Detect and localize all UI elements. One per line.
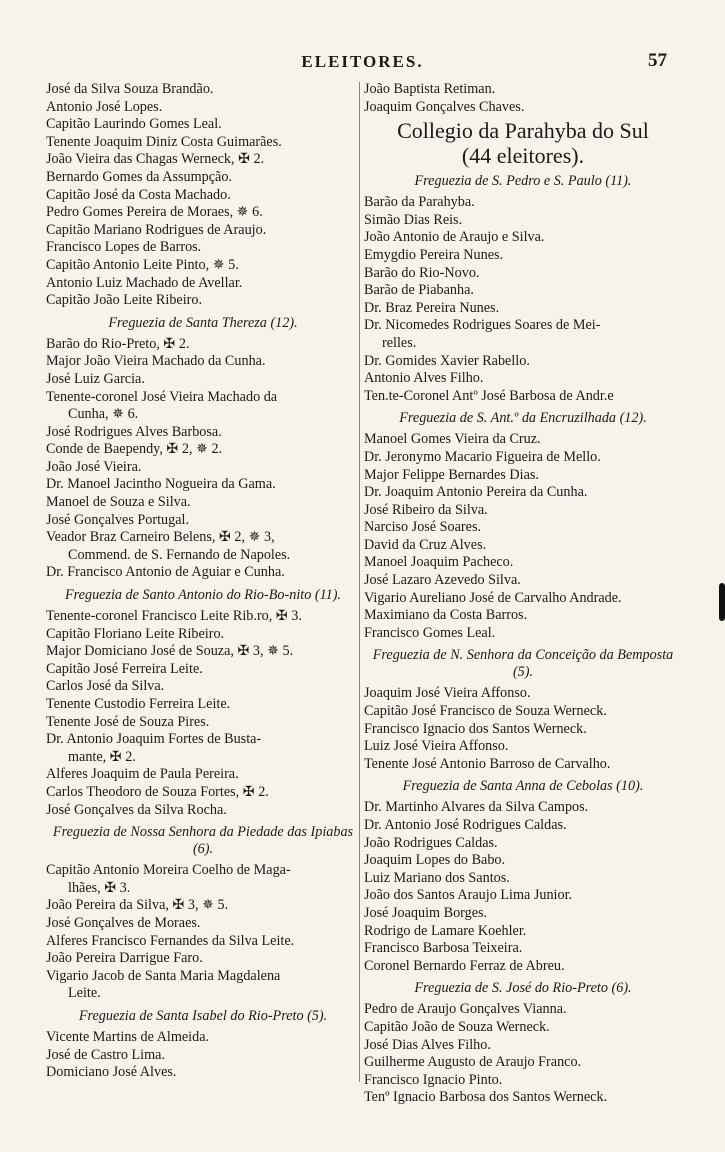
elector-entry: José Ribeiro da Silva. (364, 501, 488, 518)
elector-entry: José Gonçalves Portugal. (46, 511, 190, 528)
column-divider (359, 82, 360, 1082)
parish-heading: Freguezia de S. Ant.º da Encruzilhada (12). (399, 410, 647, 427)
elector-entry: Capitão José da Costa Machado. (46, 186, 231, 203)
elector-entry: Francisco Ignacio Pinto. (364, 1071, 503, 1088)
elector-entry: Manoel de Souza e Silva. (46, 494, 191, 511)
elector-entry-continuation: Commend. de S. Fernando de Napoles. (68, 546, 291, 563)
elector-entry: José Gonçalves de Moraes. (46, 914, 201, 931)
parish-heading: Freguezia de Santa Thereza (12). (108, 314, 298, 331)
scan-edge-mark (719, 583, 725, 621)
page-number: 57 (648, 50, 667, 71)
elector-entry: Guilherme Augusto de Araujo Franco. (364, 1054, 582, 1071)
elector-entry: Tenente Joaquim Diniz Costa Guimarães. (46, 133, 282, 150)
elector-entry: Barão da Parahyba. (364, 194, 475, 211)
elector-entry: Joaquim Lopes do Babo. (364, 852, 506, 869)
elector-entry: Tenente-coronel Francisco Leite Rib.ro, ✠ 3. (46, 608, 302, 625)
elector-entry: Manoel Gomes Vieira da Cruz. (364, 431, 541, 448)
elector-entry: Alferes Francisco Fernandes da Silva Leite. (46, 932, 295, 949)
elector-entry: José Dias Alves Filho. (364, 1036, 491, 1053)
elector-entry: João José Vieira. (46, 458, 142, 475)
elector-entry: Dr. Joaquim Antonio Pereira da Cunha. (364, 484, 588, 501)
elector-entry: José Lazaro Azevedo Silva. (364, 572, 521, 589)
elector-entry: Capitão Floriano Leite Ribeiro. (46, 625, 225, 642)
elector-entry: Emygdio Pereira Nunes. (364, 246, 504, 263)
elector-entry: Tenente José de Souza Pires. (46, 713, 210, 730)
elector-entry: Joaquim Gonçalves Chaves. (364, 98, 525, 115)
elector-entry: Dr. Francisco Antonio de Aguiar e Cunha. (46, 564, 285, 581)
elector-entry: Barão de Piabanha. (364, 282, 474, 299)
elector-entry: Dr. Antonio José Rodrigues Caldas. (364, 817, 567, 833)
elector-entry: Antonio Luiz Machado de Avellar. (46, 274, 243, 291)
elector-entry: Francisco Barbosa Teixeira. (364, 940, 523, 957)
elector-entry: Bernardo Gomes da Assumpção. (46, 168, 232, 185)
parish-heading: Freguezia de S. José do Rio-Preto (6). (414, 980, 632, 997)
elector-entry: Veador Braz Carneiro Belens, ✠ 2, ✵ 3, (46, 529, 275, 546)
elector-entry: Conde de Baependy, ✠ 2, ✵ 2. (46, 441, 223, 458)
parish-heading: Freguezia de S. Pedro e S. Paulo (11). (414, 173, 632, 190)
elector-entry-continuation: mante, ✠ 2. (68, 748, 136, 765)
elector-entry: João Vieira das Chagas Werneck, ✠ 2. (46, 151, 265, 168)
elector-entry: Dr. Braz Pereira Nunes. (364, 299, 500, 316)
elector-entry: Tenente-coronel José Vieira Machado da (46, 388, 278, 405)
elector-entry: José de Castro Lima. (46, 1046, 165, 1063)
elector-entry: Capitão João de Souza Werneck. (364, 1018, 550, 1035)
elector-entry: Pedro Gomes Pereira de Moraes, ✵ 6. (46, 204, 263, 221)
elector-entry: Francisco Ignacio dos Santos Werneck. (364, 720, 587, 737)
elector-entry: Ten.te-Coronel Antº José Barbosa de Andr.e (364, 387, 614, 404)
elector-entry: Coronel Bernardo Ferraz de Abreu. (364, 957, 565, 974)
elector-entry: João Rodrigues Caldas. (364, 834, 498, 851)
elector-entry: José da Silva Souza Brandão. (46, 81, 214, 97)
elector-entry-continuation: Leite. (68, 985, 101, 1002)
elector-entry: Francisco Lopes de Barros. (46, 239, 202, 256)
parish-heading: Freguezia de Santa Anna de Cebolas (10). (402, 778, 644, 795)
elector-entry: Antonio José Lopes. (46, 98, 163, 115)
elector-entry: Dr. Gomides Xavier Rabello. (364, 352, 530, 369)
college-heading: Collegio da Parahyba do Sul (397, 118, 649, 144)
elector-entry: Dr. Jeronymo Macario Figueira de Mello. (364, 448, 601, 465)
parish-heading: Freguezia de Santa Isabel do Rio-Preto (5). (78, 1007, 328, 1024)
elector-entry: Antonio Alves Filho. (364, 370, 484, 387)
elector-entry: Major João Vieira Machado da Cunha. (46, 353, 266, 370)
elector-entry: Tenente José Antonio Barroso de Carvalho. (364, 755, 611, 772)
elector-entry: Carlos José da Silva. (46, 678, 165, 695)
elector-entry: Capitão Antonio Moreira Coelho de Maga- (46, 862, 291, 879)
right-column (364, 81, 682, 1107)
elector-entry: Narciso José Soares. (364, 519, 482, 536)
elector-entry: Vigario Jacob de Santa Maria Magdalena (46, 967, 281, 984)
elector-entry: Capitão José Ferreira Leite. (46, 660, 203, 677)
elector-entry: Joaquim José Vieira Affonso. (364, 685, 531, 702)
elector-entry: Major Felippe Bernardes Dias. (364, 466, 539, 483)
elector-entry: Domiciano José Alves. (46, 1064, 177, 1081)
parish-heading: Freguezia de Santo Antonio do Rio-Bo-nito (11). (65, 587, 341, 604)
elector-entry: Luiz Mariano dos Santos. (364, 869, 510, 886)
elector-entry-continuation: Cunha, ✵ 6. (68, 406, 139, 423)
college-count: (44 eleitores). (461, 143, 585, 169)
elector-entry: Maximiano da Costa Barros. (364, 607, 528, 624)
page-title: ELEITORES. (301, 52, 424, 71)
elector-entry: João Baptista Retiman. (364, 81, 496, 97)
parish-heading: Freguezia de Nossa Senhora da Piedade das Ipiabas (6). (52, 824, 354, 858)
elector-entry: David da Cruz Alves. (364, 536, 487, 553)
elector-entry: José Rodrigues Alves Barbosa. (46, 423, 222, 440)
elector-entry: José Gonçalves da Silva Rocha. (46, 801, 227, 818)
elector-entry: Manoel Joaquim Pacheco. (364, 554, 514, 571)
elector-entry: Tenente Custodio Ferreira Leite. (46, 696, 231, 712)
elector-entry: Capitão João Leite Ribeiro. (46, 292, 203, 309)
elector-entry: Rodrigo de Lamare Koehler. (364, 922, 527, 939)
elector-entry: Luiz José Vieira Affonso. (364, 738, 509, 755)
elector-entry: Carlos Theodoro de Souza Fortes, ✠ 2. (46, 783, 269, 800)
elector-entry: Barão do Rio-Novo. (364, 264, 480, 281)
elector-entry: Tenº Ignacio Barbosa dos Santos Werneck. (364, 1089, 608, 1106)
elector-entry: José Luiz Garcia. (46, 370, 145, 387)
elector-entry: Simão Dias Reis. (364, 211, 463, 228)
elector-entry: Vicente Martins de Almeida. (46, 1028, 210, 1045)
elector-entry-continuation: lhães, ✠ 3. (68, 879, 131, 896)
elector-entry: Alferes Joaquim de Paula Pereira. (46, 766, 239, 783)
elector-entry: Pedro de Araujo Gonçalves Vianna. (364, 1001, 567, 1018)
parish-heading: Freguezia de N. Senhora da Conceição da Bemposta (5). (372, 647, 674, 681)
elector-entry: Dr. Manoel Jacintho Nogueira da Gama. (46, 476, 276, 493)
elector-entry: Capitão Mariano Rodrigues de Araujo. (46, 221, 267, 238)
elector-entry: Vigario Aureliano José de Carvalho Andrade. (364, 589, 622, 606)
elector-entry: João Antonio de Araujo e Silva. (364, 229, 545, 246)
elector-entry: Capitão Laurindo Gomes Leal. (46, 116, 222, 133)
elector-entry: Major Domiciano José de Souza, ✠ 3, ✵ 5. (46, 643, 294, 660)
elector-entry: José Joaquim Borges. (364, 904, 488, 921)
elector-entry: Barão do Rio-Preto, ✠ 2. (46, 335, 190, 352)
elector-entry: João Pereira da Silva, ✠ 3, ✵ 5. (46, 897, 229, 914)
elector-entry: João Pereira Darrigue Faro. (46, 950, 203, 967)
elector-entry: Capitão José Francisco de Souza Werneck. (364, 703, 607, 720)
elector-entry: Dr. Nicomedes Rodrigues Soares de Mei- (364, 317, 601, 334)
left-column (46, 81, 360, 1082)
elector-entry: Dr. Martinho Alvares da Silva Campos. (364, 799, 589, 816)
elector-entry: Francisco Gomes Leal. (364, 624, 496, 641)
elector-entry: Capitão Antonio Leite Pinto, ✵ 5. (46, 256, 239, 273)
elector-entry: Dr. Antonio Joaquim Fortes de Busta- (46, 731, 262, 748)
elector-entry-continuation: relles. (382, 334, 417, 351)
elector-entry: João dos Santos Araujo Lima Junior. (364, 887, 573, 904)
